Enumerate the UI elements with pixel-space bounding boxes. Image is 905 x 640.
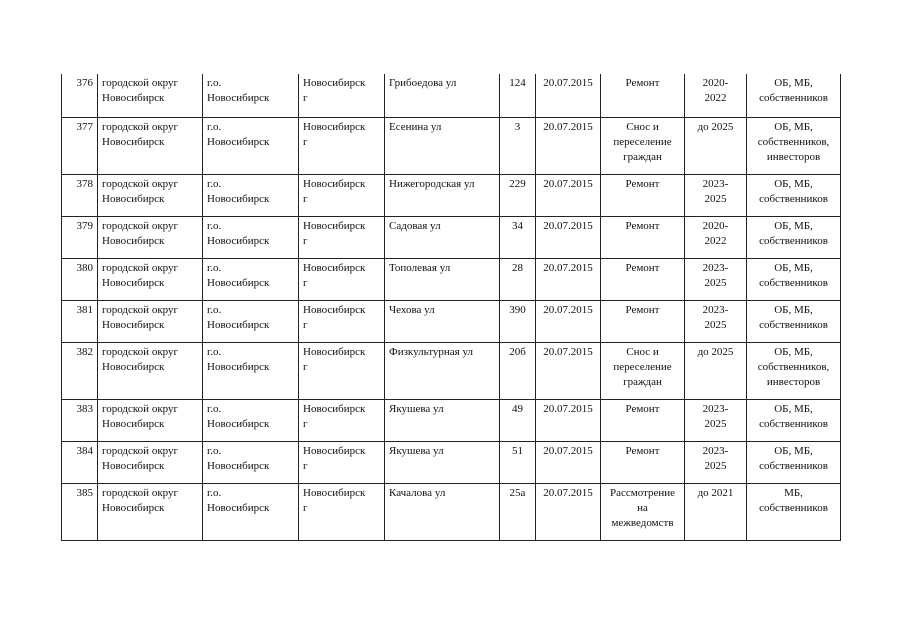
row-number-cell: 380 xyxy=(62,258,98,300)
period-cell: до 2025 xyxy=(685,342,747,399)
funding-source-cell: ОБ, МБ, собственников xyxy=(747,441,841,483)
work-type-cell: Рассмотрение на межведомств xyxy=(601,483,685,540)
work-type-cell: Ремонт xyxy=(601,441,685,483)
house-number-cell: 124 xyxy=(500,74,536,117)
house-number-cell: 28 xyxy=(500,258,536,300)
date-cell: 20.07.2015 xyxy=(536,342,601,399)
funding-source-cell: ОБ, МБ, собственников xyxy=(747,300,841,342)
municipality-cell: г.о. Новосибирск xyxy=(203,74,299,117)
row-number-cell: 378 xyxy=(62,174,98,216)
street-cell: Тополевая ул xyxy=(385,258,500,300)
row-number-cell: 381 xyxy=(62,300,98,342)
period-cell: 2023- 2025 xyxy=(685,258,747,300)
funding-source-cell: ОБ, МБ, собственников, инвесторов xyxy=(747,117,841,174)
street-cell: Садовая ул xyxy=(385,216,500,258)
work-type-cell: Ремонт xyxy=(601,258,685,300)
district-cell: городской округ Новосибирск xyxy=(98,216,203,258)
housing-registry-table xyxy=(61,74,841,541)
municipality-cell: г.о. Новосибирск xyxy=(203,174,299,216)
row-number-cell: 384 xyxy=(62,441,98,483)
period-cell: 2023- 2025 xyxy=(685,399,747,441)
table-row xyxy=(62,342,841,399)
date-cell: 20.07.2015 xyxy=(536,441,601,483)
table-row xyxy=(62,258,841,300)
street-cell: Физкультурная ул xyxy=(385,342,500,399)
funding-source-cell: ОБ, МБ, собственников xyxy=(747,174,841,216)
period-cell: 2023- 2025 xyxy=(685,174,747,216)
locality-cell: Новосибирск г xyxy=(299,441,385,483)
locality-cell: Новосибирск г xyxy=(299,216,385,258)
municipality-cell: г.о. Новосибирск xyxy=(203,483,299,540)
house-number-cell: 20б xyxy=(500,342,536,399)
district-cell: городской округ Новосибирск xyxy=(98,258,203,300)
row-number-cell: 379 xyxy=(62,216,98,258)
district-cell: городской округ Новосибирск xyxy=(98,74,203,117)
period-cell: 2020- 2022 xyxy=(685,216,747,258)
street-cell: Грибоедова ул xyxy=(385,74,500,117)
period-cell: до 2021 xyxy=(685,483,747,540)
funding-source-cell: ОБ, МБ, собственников xyxy=(747,258,841,300)
district-cell: городской округ Новосибирск xyxy=(98,300,203,342)
house-number-cell: 25а xyxy=(500,483,536,540)
house-number-cell: 390 xyxy=(500,300,536,342)
locality-cell: Новосибирск г xyxy=(299,74,385,117)
locality-cell: Новосибирск г xyxy=(299,483,385,540)
funding-source-cell: ОБ, МБ, собственников xyxy=(747,216,841,258)
date-cell: 20.07.2015 xyxy=(536,216,601,258)
house-number-cell: 229 xyxy=(500,174,536,216)
table-row xyxy=(62,216,841,258)
table-row xyxy=(62,483,841,540)
row-number-cell: 376 xyxy=(62,74,98,117)
district-cell: городской округ Новосибирск xyxy=(98,174,203,216)
work-type-cell: Ремонт xyxy=(601,216,685,258)
table-row xyxy=(62,174,841,216)
row-number-cell: 377 xyxy=(62,117,98,174)
period-cell: 2023- 2025 xyxy=(685,441,747,483)
funding-source-cell: ОБ, МБ, собственников, инвесторов xyxy=(747,342,841,399)
street-cell: Нижегородская ул xyxy=(385,174,500,216)
street-cell: Чехова ул xyxy=(385,300,500,342)
locality-cell: Новосибирск г xyxy=(299,300,385,342)
table-row xyxy=(62,117,841,174)
work-type-cell: Снос и переселение граждан xyxy=(601,117,685,174)
district-cell: городской округ Новосибирск xyxy=(98,483,203,540)
table-row xyxy=(62,74,841,117)
street-cell: Есенина ул xyxy=(385,117,500,174)
district-cell: городской округ Новосибирск xyxy=(98,399,203,441)
work-type-cell: Ремонт xyxy=(601,399,685,441)
district-cell: городской округ Новосибирск xyxy=(98,117,203,174)
municipality-cell: г.о. Новосибирск xyxy=(203,258,299,300)
work-type-cell: Ремонт xyxy=(601,174,685,216)
date-cell: 20.07.2015 xyxy=(536,117,601,174)
house-number-cell: 3 xyxy=(500,117,536,174)
locality-cell: Новосибирск г xyxy=(299,342,385,399)
street-cell: Качалова ул xyxy=(385,483,500,540)
municipality-cell: г.о. Новосибирск xyxy=(203,117,299,174)
period-cell: 2020- 2022 xyxy=(685,74,747,117)
date-cell: 20.07.2015 xyxy=(536,300,601,342)
table-body xyxy=(62,74,841,540)
date-cell: 20.07.2015 xyxy=(536,74,601,117)
locality-cell: Новосибирск г xyxy=(299,174,385,216)
date-cell: 20.07.2015 xyxy=(536,483,601,540)
funding-source-cell: ОБ, МБ, собственников xyxy=(747,399,841,441)
municipality-cell: г.о. Новосибирск xyxy=(203,300,299,342)
work-type-cell: Снос и переселение граждан xyxy=(601,342,685,399)
row-number-cell: 383 xyxy=(62,399,98,441)
funding-source-cell: МБ, собственников xyxy=(747,483,841,540)
municipality-cell: г.о. Новосибирск xyxy=(203,216,299,258)
period-cell: 2023- 2025 xyxy=(685,300,747,342)
date-cell: 20.07.2015 xyxy=(536,174,601,216)
table-row xyxy=(62,441,841,483)
house-number-cell: 34 xyxy=(500,216,536,258)
municipality-cell: г.о. Новосибирск xyxy=(203,342,299,399)
street-cell: Якушева ул xyxy=(385,399,500,441)
locality-cell: Новосибирск г xyxy=(299,117,385,174)
row-number-cell: 382 xyxy=(62,342,98,399)
period-cell: до 2025 xyxy=(685,117,747,174)
row-number-cell: 385 xyxy=(62,483,98,540)
table-row xyxy=(62,399,841,441)
street-cell: Якушева ул xyxy=(385,441,500,483)
locality-cell: Новосибирск г xyxy=(299,399,385,441)
locality-cell: Новосибирск г xyxy=(299,258,385,300)
house-number-cell: 49 xyxy=(500,399,536,441)
date-cell: 20.07.2015 xyxy=(536,399,601,441)
date-cell: 20.07.2015 xyxy=(536,258,601,300)
table-row xyxy=(62,300,841,342)
funding-source-cell: ОБ, МБ, собственников xyxy=(747,74,841,117)
district-cell: городской округ Новосибирск xyxy=(98,342,203,399)
district-cell: городской округ Новосибирск xyxy=(98,441,203,483)
house-number-cell: 51 xyxy=(500,441,536,483)
work-type-cell: Ремонт xyxy=(601,300,685,342)
municipality-cell: г.о. Новосибирск xyxy=(203,399,299,441)
municipality-cell: г.о. Новосибирск xyxy=(203,441,299,483)
work-type-cell: Ремонт xyxy=(601,74,685,117)
